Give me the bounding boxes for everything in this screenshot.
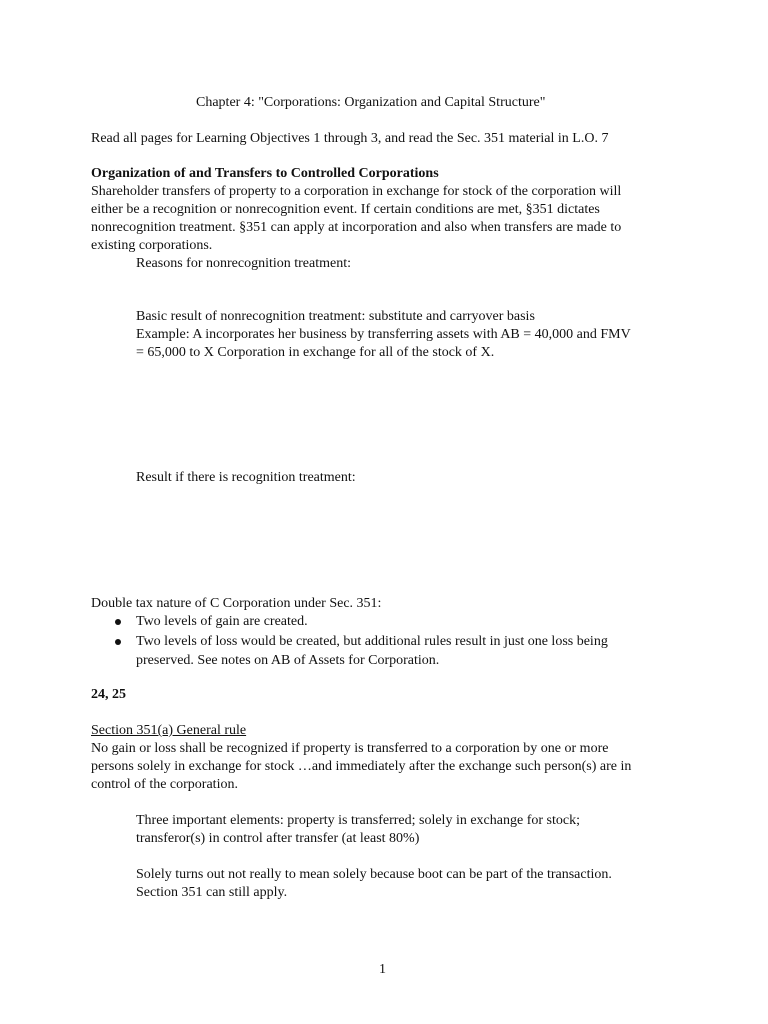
elements-line: transferor(s) in control after transfer (at least 80%) <box>136 831 420 846</box>
solely-line: Solely turns out not really to mean solely because boot can be part of the transaction. <box>136 867 612 882</box>
paragraph-line: No gain or loss shall be recognized if property is transferred to a corporation by one or more <box>91 741 609 756</box>
example-line: Example: A incorporates her business by transferring assets with AB = 40,000 and FMV <box>136 327 631 342</box>
section-heading-organization: Organization of and Transfers to Controlled Corporations <box>91 166 439 181</box>
elements-line: Three important elements: property is transferred; solely in exchange for stock; <box>136 813 580 828</box>
paragraph-line: control of the corporation. <box>91 777 238 792</box>
bullet-item-continued: preserved. See notes on AB of Assets for Corporation. <box>136 653 440 668</box>
paragraph-line: either be a recognition or nonrecognition event. If certain conditions are met, §351 dictates <box>91 202 600 217</box>
paragraph-line: existing corporations. <box>91 238 213 253</box>
bullet-item: Two levels of loss would be created, but additional rules result in just one loss being <box>136 634 608 649</box>
example-line: = 65,000 to X Corporation in exchange for all of the stock of X. <box>136 345 495 360</box>
paragraph-line: Shareholder transfers of property to a corporation in exchange for stock of the corporation will <box>91 184 622 199</box>
section-351a-heading: Section 351(a) General rule <box>91 723 247 738</box>
double-tax-intro: Double tax nature of C Corporation under Sec. 351: <box>91 596 382 611</box>
recognition-result-line: Result if there is recognition treatment: <box>136 470 356 485</box>
reasons-line: Reasons for nonrecognition treatment: <box>136 256 351 271</box>
paragraph-line: nonrecognition treatment. §351 can apply at incorporation and also when transfers are made to <box>91 220 622 235</box>
chapter-title: Chapter 4: "Corporations: Organization and Capital Structure" <box>196 95 546 110</box>
solely-line: Section 351 can still apply. <box>136 885 288 900</box>
basic-result-line: Basic result of nonrecognition treatment: substitute and carryover basis <box>136 309 535 324</box>
bullet-dot <box>115 639 121 645</box>
problem-numbers: 24, 25 <box>91 687 126 702</box>
bullet-item: Two levels of gain are created. <box>136 614 308 629</box>
paragraph-line: persons solely in exchange for stock …and immediately after the exchange such person(s) are in <box>91 759 632 774</box>
bullet-dot <box>115 619 121 625</box>
page-number: 1 <box>379 962 386 977</box>
reading-note: Read all pages for Learning Objectives 1 through 3, and read the Sec. 351 material in L.O. 7 <box>91 131 609 146</box>
